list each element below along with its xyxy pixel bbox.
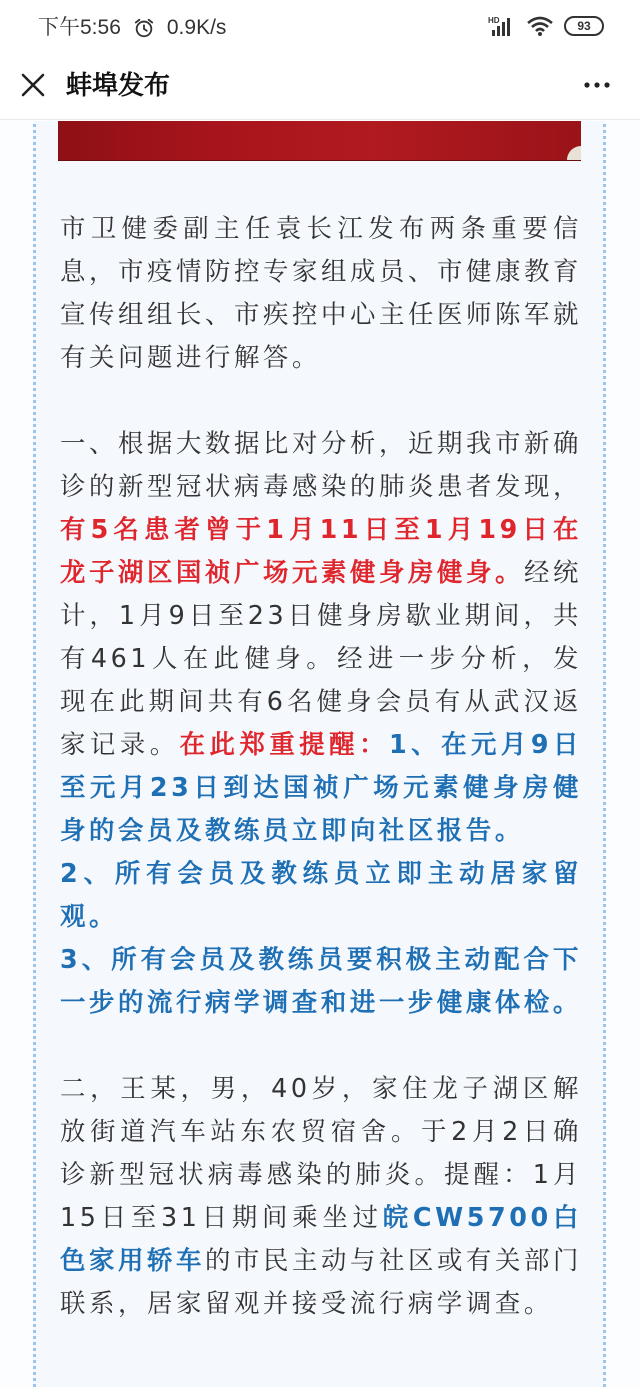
p1-text-b: 经统计，1月9日至23日健身房歇业期间，共有461人在此健身。经进一步分析，发现在此期间共有6名健身会员有从武汉返家记录。 — [60, 557, 582, 759]
intro-text: 市卫健委副主任袁长江发布两条重要信息，市疫情防控专家组成员、市健康教育宣传组组长、市疾控中心主任医师陈军就有关问题进行解答。 — [60, 213, 582, 372]
banner-corner — [567, 146, 581, 160]
paragraph-2 — [60, 1067, 582, 1325]
more-icon[interactable] — [582, 70, 612, 100]
article-body — [60, 207, 582, 1368]
wifi-icon — [526, 15, 554, 37]
p1-reminder-red: 在此郑重提醒： — [179, 729, 389, 759]
p1-text-a: 一、根据大数据比对分析，近期我市新确诊的新型冠状病毒感染的肺炎患者发现， — [60, 428, 582, 501]
paragraph-1 — [60, 422, 582, 1024]
p2-text-b: 的市民主动与社区或有关部门联系，居家留观并接受流行病学调查。 — [60, 1245, 582, 1318]
p2-text-a: 二，王某，男，40岁，家住龙子湖区解放街道汽车站东农贸宿舍。于2月2日确诊新型冠状病毒感染的肺炎。提醒：1月15日至31日期间乘坐过 — [60, 1073, 582, 1232]
article-content[interactable] — [0, 121, 640, 1387]
status-right — [488, 14, 604, 38]
status-time: 下午5:56 — [38, 16, 121, 39]
p1-item-3: 3、所有会员及教练员要积极主动配合下一步的流行病学调查和进一步健康体检。 — [60, 944, 582, 1017]
nav-bar — [0, 56, 640, 120]
status-bar — [0, 0, 640, 56]
net-speed: 0.9K/s — [166, 16, 227, 39]
alarm-icon — [133, 17, 155, 39]
p1-item-2: 2、所有会员及教练员立即主动居家留观。 — [60, 858, 582, 931]
signal-label: HD — [488, 16, 500, 25]
p2-highlight-blue: 皖CW5700白色家用轿车 — [60, 1202, 582, 1275]
p1-item-1: 1、在元月9日至元月23日到达国祯广场元素健身房健身的会员及教练员立即向社区报告。 — [60, 729, 582, 845]
page-title: 蚌埠发布 — [66, 71, 171, 101]
paragraph-intro — [60, 207, 582, 379]
close-icon[interactable] — [18, 70, 48, 100]
status-left — [38, 14, 226, 42]
p1-highlight-red: 有5名患者曾于1月11日至1月19日在龙子湖区国祯广场元素健身房健身。 — [60, 514, 582, 587]
article-banner-image[interactable] — [58, 121, 581, 161]
battery-indicator: 93 — [564, 16, 604, 36]
signal-icon — [488, 14, 516, 38]
